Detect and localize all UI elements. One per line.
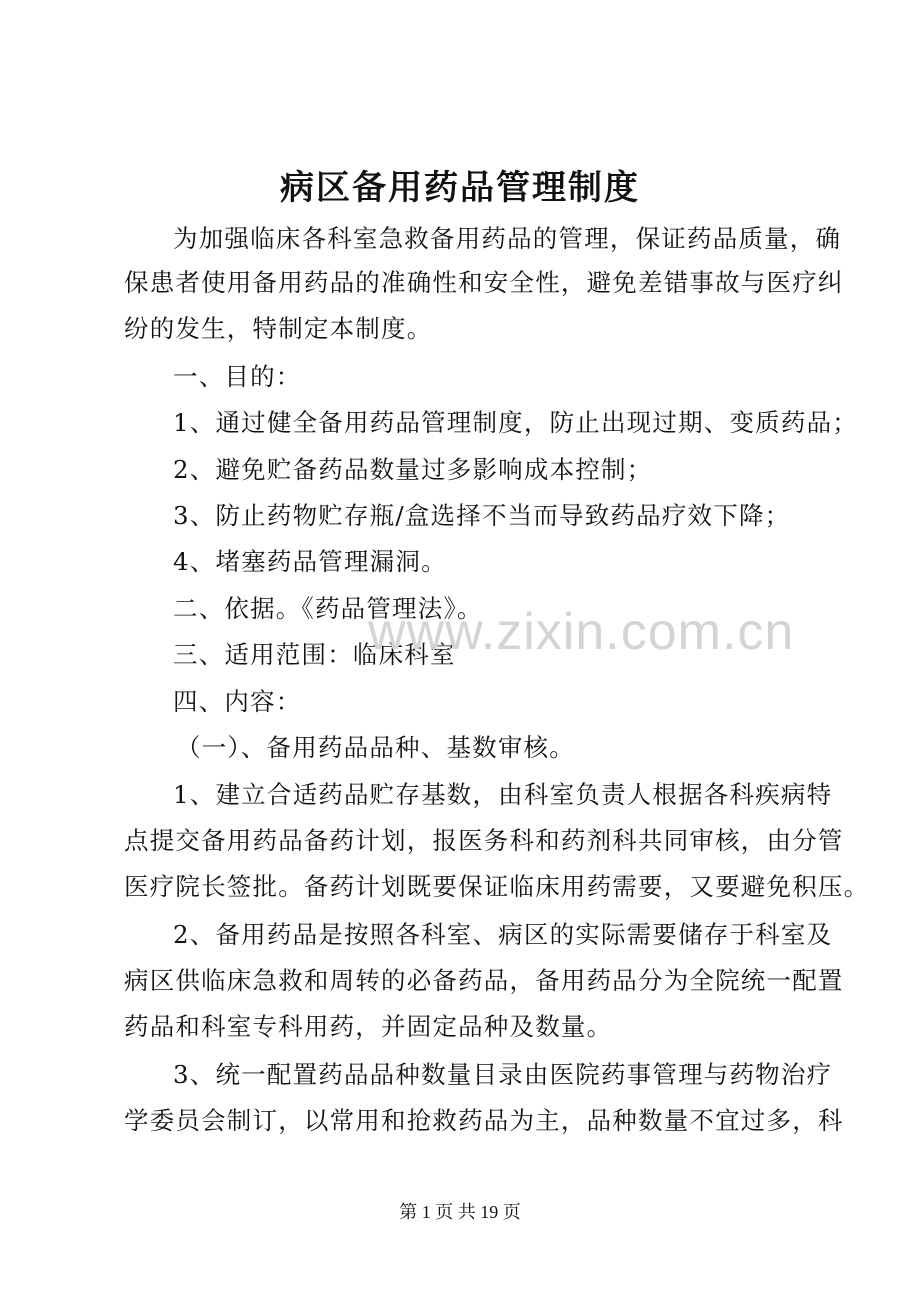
paragraph-line: 2、备用药品是按照各科室、病区的实际需要储存于科室及 — [173, 920, 833, 949]
paragraph-line: 1、建立合适药品贮存基数，由科室负责人根据各科疾病特 — [173, 780, 833, 809]
paragraph-line: 病区供临床急救和周转的必备药品，备用药品分为全院统一配置 — [124, 966, 844, 995]
paragraph-line: 学委员会制订，以常用和抢救药品为主，品种数量不宜过多，科 — [124, 1106, 844, 1135]
list-item: 3、防止药物贮存瓶/盒选择不当而导致药品疗效下降； — [173, 501, 791, 530]
paragraph-line: 3、统一配置药品品种数量目录由医院药事管理与药物治疗 — [173, 1060, 833, 1089]
watermark: www.zixin.com.cn — [368, 603, 795, 661]
list-item: 2、避免贮备药品数量过多影响成本控制； — [173, 455, 653, 484]
paragraph-line: 纷的发生，特制定本制度。 — [124, 314, 433, 343]
page-footer: 第 1 页 共 19 页 — [399, 1202, 521, 1222]
document-title: 病区备用药品管理制度 — [280, 168, 640, 208]
section-heading: 四、内容： — [173, 687, 302, 716]
section-heading: 三、适用范围：临床科室 — [173, 640, 456, 669]
paragraph-line: 保患者使用备用药品的准确性和安全性，避免差错事故与医疗纠 — [124, 268, 844, 297]
subsection-heading: （一）、备用药品品种、基数审核。 — [176, 733, 575, 762]
list-item: 4、堵塞药品管理漏洞。 — [173, 547, 447, 576]
paragraph-line: 为加强临床各科室急救备用药品的管理，保证药品质量，确 — [173, 224, 842, 253]
section-heading: 一、目的： — [173, 362, 302, 391]
section-heading: 二、依据。《药品管理法》。 — [173, 594, 483, 623]
paragraph-line: 药品和科室专科用药，并固定品种及数量。 — [124, 1012, 613, 1041]
list-item: 1、通过健全备用药品管理制度，防止出现过期、变质药品； — [173, 408, 858, 437]
paragraph-line: 医疗院长签批。备药计划既要保证临床用药需要，又要避免积压。 — [124, 872, 870, 901]
paragraph-line: 点提交备用药品备药计划，报医务科和药剂科共同审核，由分管 — [124, 826, 844, 855]
